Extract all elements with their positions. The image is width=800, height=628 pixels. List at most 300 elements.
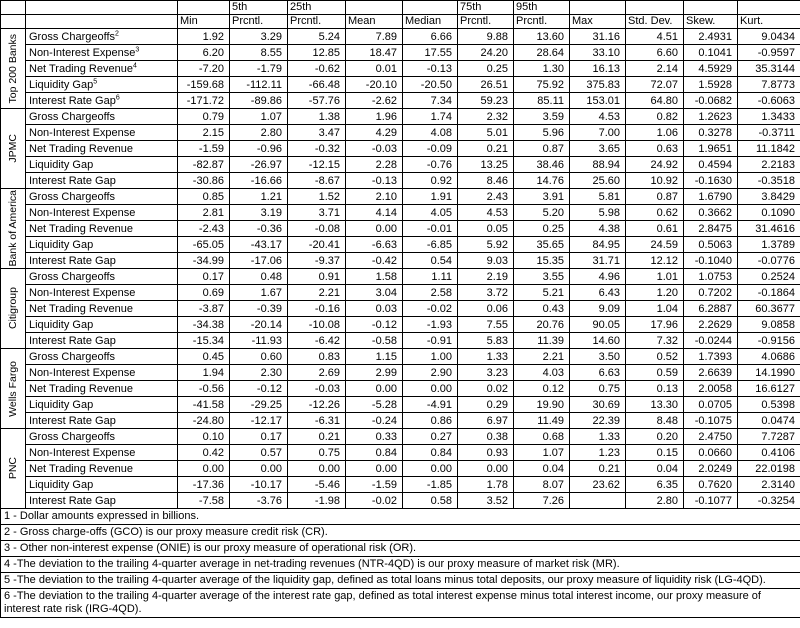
value-cell: 0.42 [178, 445, 230, 461]
value-cell: 0.63 [626, 141, 684, 157]
value-cell: 0.00 [178, 461, 230, 477]
value-cell: 0.52 [626, 349, 684, 365]
metric-label-text: Net Trading Revenue [29, 222, 133, 235]
value-cell: 1.00 [403, 349, 458, 365]
value-cell: 0.2524 [738, 269, 800, 285]
value-cell: -6.31 [288, 413, 346, 429]
value-cell: 35.65 [514, 237, 570, 253]
metric-label [26, 157, 178, 173]
value-cell: 0.60 [230, 349, 288, 365]
value-cell: 1.33 [458, 349, 514, 365]
group-label-top-200-banks [1, 29, 26, 109]
table-row [1, 157, 800, 173]
value-cell: 0.54 [403, 253, 458, 269]
value-cell: 1.2623 [684, 109, 738, 125]
metric-label [26, 493, 178, 509]
value-cell: 24.20 [458, 45, 514, 61]
value-cell: 1.3789 [738, 237, 800, 253]
value-cell: -5.46 [288, 477, 346, 493]
group-label-text: Bank of America [7, 190, 19, 267]
value-cell: 2.32 [458, 109, 514, 125]
value-cell: 8.48 [626, 413, 684, 429]
value-cell: 0.58 [403, 493, 458, 509]
value-cell: 0.13 [626, 381, 684, 397]
value-cell: 0.91 [288, 269, 346, 285]
value-cell: -0.02 [403, 301, 458, 317]
value-cell: -0.0244 [684, 333, 738, 349]
value-cell: 16.13 [570, 61, 626, 77]
metric-label-text: Gross Chargeoffs [29, 190, 116, 203]
value-cell: 0.48 [230, 269, 288, 285]
header-cell: Std. Dev. [626, 15, 684, 29]
value-cell: 84.95 [570, 237, 626, 253]
metric-label [26, 285, 178, 301]
value-cell: 13.25 [458, 157, 514, 173]
metric-label [26, 349, 178, 365]
value-cell: 0.02 [458, 381, 514, 397]
metric-label-text: Gross Chargeoffs [29, 110, 116, 123]
table-row [1, 413, 800, 429]
value-cell: -6.63 [346, 237, 403, 253]
metric-label [26, 205, 178, 221]
value-cell: 72.07 [626, 77, 684, 93]
value-cell: 1.38 [288, 109, 346, 125]
value-cell: -0.3518 [738, 173, 800, 189]
value-cell: 0.57 [230, 445, 288, 461]
metric-label [26, 413, 178, 429]
header-cell: 5th [230, 1, 288, 15]
value-cell: 0.21 [288, 429, 346, 445]
metric-label [26, 445, 178, 461]
footnote-row [1, 541, 800, 557]
header-cell [1, 1, 26, 15]
value-cell: 14.76 [514, 173, 570, 189]
value-cell: -0.12 [230, 381, 288, 397]
value-cell: 1.74 [403, 109, 458, 125]
value-cell: 11.1842 [738, 141, 800, 157]
value-cell: 9.03 [458, 253, 514, 269]
header-cell: Prcntl. [514, 15, 570, 29]
metric-label [26, 461, 178, 477]
value-cell: 0.06 [458, 301, 514, 317]
value-cell: 7.32 [626, 333, 684, 349]
value-cell: 0.33 [346, 429, 403, 445]
value-cell: 0.7202 [684, 285, 738, 301]
metric-label [26, 317, 178, 333]
header-cell: 95th [514, 1, 570, 15]
value-cell: 9.0434 [738, 29, 800, 45]
value-cell: 375.83 [570, 77, 626, 93]
value-cell: 24.92 [626, 157, 684, 173]
value-cell: -9.37 [288, 253, 346, 269]
value-cell: 14.60 [570, 333, 626, 349]
footnote: 2 - Gross charge-offs (GCO) is our proxy measure credit risk (CR). [1, 525, 800, 541]
footnote: 3 - Other non-interest expense (ONIE) is our proxy measure of operational risk (OR). [1, 541, 800, 557]
value-cell: 0.29 [458, 397, 514, 413]
metric-label [26, 45, 178, 61]
value-cell: 0.38 [458, 429, 514, 445]
metric-label [26, 61, 178, 77]
metric-label-text: Net Trading Revenue [29, 382, 133, 395]
value-cell: 4.53 [458, 205, 514, 221]
value-cell: -1.79 [230, 61, 288, 77]
table-row [1, 205, 800, 221]
metric-label [26, 365, 178, 381]
header-cell [178, 1, 230, 15]
value-cell: 2.6639 [684, 365, 738, 381]
table-row [1, 141, 800, 157]
value-cell: -0.39 [230, 301, 288, 317]
metric-label-text: Gross Chargeoffs [29, 270, 116, 283]
value-cell: 1.11 [403, 269, 458, 285]
value-cell: 0.05 [458, 221, 514, 237]
header-row-1 [1, 1, 800, 15]
value-cell: 4.14 [346, 205, 403, 221]
table-row [1, 381, 800, 397]
value-cell: 1.20 [626, 285, 684, 301]
value-cell: 0.27 [403, 429, 458, 445]
metric-label [26, 173, 178, 189]
value-cell: -34.38 [178, 317, 230, 333]
value-cell: -57.76 [288, 93, 346, 109]
value-cell: -3.87 [178, 301, 230, 317]
footnote-marker: 2 [115, 29, 119, 37]
value-cell: -0.0682 [684, 93, 738, 109]
value-cell: 2.99 [346, 365, 403, 381]
footnote-row [1, 557, 800, 573]
value-cell: 90.05 [570, 317, 626, 333]
value-cell: 24.59 [626, 237, 684, 253]
value-cell: 4.05 [403, 205, 458, 221]
value-cell: 3.47 [288, 125, 346, 141]
value-cell: 1.07 [230, 109, 288, 125]
value-cell [570, 493, 626, 509]
value-cell: 0.43 [514, 301, 570, 317]
value-cell: 0.0660 [684, 445, 738, 461]
value-cell: 153.01 [570, 93, 626, 109]
value-cell: 1.92 [178, 29, 230, 45]
value-cell: 7.26 [514, 493, 570, 509]
value-cell: 0.69 [178, 285, 230, 301]
table-row [1, 365, 800, 381]
value-cell: -0.1630 [684, 173, 738, 189]
value-cell: 1.67 [230, 285, 288, 301]
value-cell: -0.0776 [738, 253, 800, 269]
value-cell: 0.00 [346, 221, 403, 237]
metric-label [26, 141, 178, 157]
value-cell: 7.89 [346, 29, 403, 45]
value-cell: -0.56 [178, 381, 230, 397]
value-cell: 0.93 [458, 445, 514, 461]
value-cell: 75.92 [514, 77, 570, 93]
value-cell: 0.45 [178, 349, 230, 365]
value-cell: -82.87 [178, 157, 230, 173]
value-cell: -20.50 [403, 77, 458, 93]
value-cell: -3.76 [230, 493, 288, 509]
metric-label [26, 221, 178, 237]
table-row [1, 349, 800, 365]
table-row [1, 477, 800, 493]
value-cell: 1.0753 [684, 269, 738, 285]
value-cell: 26.51 [458, 77, 514, 93]
metric-label-text: Interest Rate Gap [29, 334, 116, 347]
metric-label-text: Interest Rate Gap [29, 494, 116, 507]
value-cell: 15.35 [514, 253, 570, 269]
value-cell: 2.81 [178, 205, 230, 221]
footnote: 1 - Dollar amounts expressed in billions. [1, 509, 800, 525]
value-cell: 7.34 [403, 93, 458, 109]
value-cell: 2.14 [626, 61, 684, 77]
value-cell: 10.92 [626, 173, 684, 189]
header-cell: 25th [288, 1, 346, 15]
value-cell: 0.68 [514, 429, 570, 445]
value-cell: 3.72 [458, 285, 514, 301]
value-cell: 23.62 [570, 477, 626, 493]
value-cell: 9.88 [458, 29, 514, 45]
value-cell: -0.1864 [738, 285, 800, 301]
value-cell: 31.71 [570, 253, 626, 269]
value-cell: 16.6127 [738, 381, 800, 397]
header-cell [626, 1, 684, 15]
value-cell: 20.76 [514, 317, 570, 333]
value-cell: 0.00 [346, 461, 403, 477]
value-cell: -0.1040 [684, 253, 738, 269]
metric-label [26, 333, 178, 349]
value-cell: 0.21 [458, 141, 514, 157]
metric-label [26, 397, 178, 413]
value-cell: 4.08 [403, 125, 458, 141]
value-cell: -7.20 [178, 61, 230, 77]
table-row [1, 29, 800, 45]
value-cell: 4.29 [346, 125, 403, 141]
metric-label-text: Interest Rate Gap [29, 414, 116, 427]
value-cell: 3.8429 [738, 189, 800, 205]
value-cell: 1.9651 [684, 141, 738, 157]
header-cell: Prcntl. [458, 15, 514, 29]
value-cell: 7.55 [458, 317, 514, 333]
value-cell: 0.61 [626, 221, 684, 237]
value-cell: -0.02 [346, 493, 403, 509]
value-cell: 2.0249 [684, 461, 738, 477]
value-cell: -5.28 [346, 397, 403, 413]
value-cell: 28.64 [514, 45, 570, 61]
table-row [1, 397, 800, 413]
metric-label-text: Net Trading Revenue [29, 142, 133, 155]
value-cell: 0.1041 [684, 45, 738, 61]
group-label-citigroup [1, 269, 26, 349]
value-cell: -15.34 [178, 333, 230, 349]
metric-label [26, 237, 178, 253]
value-cell: 18.47 [346, 45, 403, 61]
metric-label [26, 269, 178, 285]
table-row [1, 333, 800, 349]
value-cell: 7.00 [570, 125, 626, 141]
value-cell: 2.0058 [684, 381, 738, 397]
metric-label-text: Liquidity Gap [29, 78, 94, 91]
value-cell: 1.91 [403, 189, 458, 205]
value-cell: 6.63 [570, 365, 626, 381]
metric-label [26, 301, 178, 317]
value-cell: 6.43 [570, 285, 626, 301]
value-cell: -0.24 [346, 413, 403, 429]
metric-label-text: Gross Chargeoffs [29, 430, 116, 443]
value-cell: 2.10 [346, 189, 403, 205]
metric-label-text: Non-Interest Expense [29, 126, 136, 139]
value-cell: -1.59 [178, 141, 230, 157]
header-cell: Min [178, 15, 230, 29]
metric-label-text: Net Trading Revenue [29, 462, 133, 475]
value-cell: -12.26 [288, 397, 346, 413]
value-cell: 12.12 [626, 253, 684, 269]
metric-label-text: Non-Interest Expense [29, 286, 136, 299]
header-cell [26, 1, 178, 15]
value-cell: 88.94 [570, 157, 626, 173]
value-cell: 14.1990 [738, 365, 800, 381]
value-cell: 2.21 [288, 285, 346, 301]
value-cell: 0.0474 [738, 413, 800, 429]
footnote-marker: 4 [132, 61, 137, 69]
value-cell: -41.58 [178, 397, 230, 413]
value-cell: 3.65 [570, 141, 626, 157]
metric-label-text: Non-Interest Expense [29, 46, 136, 59]
value-cell: 0.25 [458, 61, 514, 77]
value-cell: 1.7393 [684, 349, 738, 365]
value-cell: -16.66 [230, 173, 288, 189]
value-cell: 0.86 [403, 413, 458, 429]
value-cell: 4.53 [570, 109, 626, 125]
value-cell: 0.92 [403, 173, 458, 189]
value-cell: 35.3144 [738, 61, 800, 77]
value-cell: -0.42 [346, 253, 403, 269]
metric-label-text: Net Trading Revenue [29, 302, 133, 315]
value-cell: 8.46 [458, 173, 514, 189]
value-cell: 2.69 [288, 365, 346, 381]
value-cell: 0.00 [346, 381, 403, 397]
value-cell: 7.8773 [738, 77, 800, 93]
table-row [1, 445, 800, 461]
table-row [1, 189, 800, 205]
value-cell: 0.79 [178, 109, 230, 125]
value-cell: 0.87 [626, 189, 684, 205]
value-cell: -0.9597 [738, 45, 800, 61]
value-cell: 3.52 [458, 493, 514, 509]
metric-label-text: Non-Interest Expense [29, 366, 136, 379]
value-cell: -0.08 [288, 221, 346, 237]
value-cell: 22.0198 [738, 461, 800, 477]
value-cell: -7.58 [178, 493, 230, 509]
value-cell: -0.3711 [738, 125, 800, 141]
value-cell: 2.80 [230, 125, 288, 141]
value-cell: 1.01 [626, 269, 684, 285]
value-cell: 3.59 [514, 109, 570, 125]
footnote: 6 -The deviation to the trailing 4-quarter average of the interest rate gap, defined as total interest expense minus total interest income, our proxy measure of interest rate risk (IRG-4QD). [1, 589, 800, 618]
value-cell: 59.23 [458, 93, 514, 109]
value-cell: -66.48 [288, 77, 346, 93]
value-cell: 3.91 [514, 189, 570, 205]
group-label-pnc [1, 429, 26, 509]
value-cell: -30.86 [178, 173, 230, 189]
value-cell: 1.96 [346, 109, 403, 125]
value-cell: 0.62 [626, 205, 684, 221]
value-cell: 19.90 [514, 397, 570, 413]
table-header [1, 1, 800, 29]
footnote-marker: 3 [135, 45, 140, 53]
value-cell: -20.41 [288, 237, 346, 253]
value-cell: -17.36 [178, 477, 230, 493]
value-cell: 4.51 [626, 29, 684, 45]
value-cell: 2.80 [626, 493, 684, 509]
value-cell: -12.15 [288, 157, 346, 173]
value-cell: -43.17 [230, 237, 288, 253]
header-row-2 [1, 15, 800, 29]
header-cell [684, 1, 738, 15]
value-cell: -0.1075 [684, 413, 738, 429]
metric-label [26, 77, 178, 93]
value-cell: 2.3140 [738, 477, 800, 493]
value-cell: -0.09 [403, 141, 458, 157]
value-cell: 1.21 [230, 189, 288, 205]
footnote-marker: 6 [115, 93, 120, 101]
value-cell: 17.96 [626, 317, 684, 333]
value-cell: -171.72 [178, 93, 230, 109]
value-cell: 1.04 [626, 301, 684, 317]
value-cell: -1.85 [403, 477, 458, 493]
header-cell: Skew. [684, 15, 738, 29]
footnote-row [1, 509, 800, 525]
value-cell: -20.10 [346, 77, 403, 93]
value-cell: -159.68 [178, 77, 230, 93]
value-cell: 1.33 [570, 429, 626, 445]
value-cell: -20.14 [230, 317, 288, 333]
value-cell: 0.4594 [684, 157, 738, 173]
value-cell: 6.20 [178, 45, 230, 61]
value-cell: 0.84 [403, 445, 458, 461]
value-cell: 2.4931 [684, 29, 738, 45]
value-cell: -0.16 [288, 301, 346, 317]
value-cell: 6.97 [458, 413, 514, 429]
metric-label-text: Liquidity Gap [29, 478, 94, 491]
value-cell: -0.58 [346, 333, 403, 349]
table-row [1, 237, 800, 253]
value-cell: -1.93 [403, 317, 458, 333]
value-cell: 1.5928 [684, 77, 738, 93]
table-row [1, 173, 800, 189]
value-cell: 33.10 [570, 45, 626, 61]
value-cell: 6.2887 [684, 301, 738, 317]
table-row [1, 317, 800, 333]
value-cell: 38.46 [514, 157, 570, 173]
footnote-marker: 5 [93, 77, 98, 85]
value-cell: -0.96 [230, 141, 288, 157]
metric-label-text: Interest Rate Gap [29, 174, 116, 187]
metric-label-text: Interest Rate Gap [29, 254, 116, 267]
table-row [1, 45, 800, 61]
value-cell: 7.7287 [738, 429, 800, 445]
value-cell: 0.00 [403, 381, 458, 397]
value-cell: 1.30 [514, 61, 570, 77]
value-cell: -6.42 [288, 333, 346, 349]
header-cell [26, 15, 178, 29]
value-cell: 17.55 [403, 45, 458, 61]
value-cell: 4.5929 [684, 61, 738, 77]
value-cell: 0.87 [514, 141, 570, 157]
value-cell: 1.3433 [738, 109, 800, 125]
value-cell: 2.15 [178, 125, 230, 141]
group-label-text: JPMC [7, 134, 19, 163]
value-cell: 8.55 [230, 45, 288, 61]
value-cell: 11.49 [514, 413, 570, 429]
value-cell: -1.98 [288, 493, 346, 509]
